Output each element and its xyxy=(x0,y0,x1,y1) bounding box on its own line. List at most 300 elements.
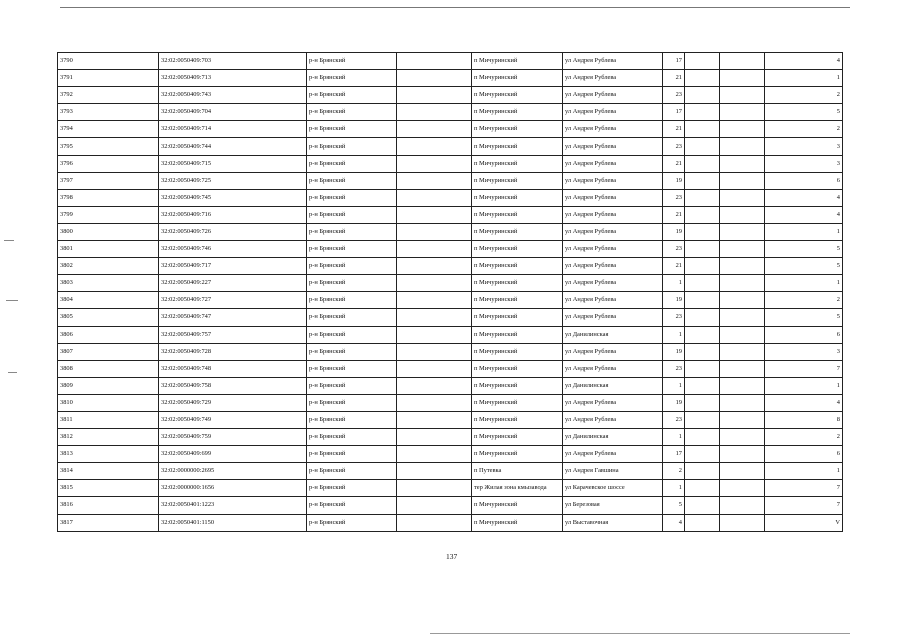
last-value-cell: 1 xyxy=(765,223,843,240)
region-cell: р-н Брянский xyxy=(307,189,397,206)
last-value-cell: 6 xyxy=(765,326,843,343)
empty-cell xyxy=(720,411,765,428)
street-cell: ул Андрея Рублева xyxy=(563,206,663,223)
street-cell: ул Андрея Рублева xyxy=(563,360,663,377)
house-cell: 17 xyxy=(663,104,685,121)
house-cell: 23 xyxy=(663,309,685,326)
region-cell: р-н Брянский xyxy=(307,70,397,87)
empty-cell xyxy=(397,343,472,360)
locality-cell: п Мичуринский xyxy=(472,223,563,240)
last-value-cell: 7 xyxy=(765,480,843,497)
empty-cell xyxy=(720,189,765,206)
cadastral-number-cell: 32:02:0050409:743 xyxy=(159,87,307,104)
empty-cell xyxy=(685,53,720,70)
last-value-cell: 4 xyxy=(765,206,843,223)
empty-cell xyxy=(685,292,720,309)
house-cell: 2 xyxy=(663,463,685,480)
cadastral-number-cell: 32:02:0050409:746 xyxy=(159,241,307,258)
empty-cell xyxy=(720,172,765,189)
row-number-cell: 3795 xyxy=(58,138,159,155)
empty-cell xyxy=(720,292,765,309)
region-cell: р-н Брянский xyxy=(307,292,397,309)
table-row xyxy=(58,258,843,275)
region-cell: р-н Брянский xyxy=(307,411,397,428)
table-row xyxy=(58,138,843,155)
cadastral-number-cell: 32:02:0050409:715 xyxy=(159,155,307,172)
house-cell: 21 xyxy=(663,70,685,87)
region-cell: р-н Брянский xyxy=(307,446,397,463)
locality-cell: п Мичуринский xyxy=(472,53,563,70)
empty-cell xyxy=(397,292,472,309)
table-row xyxy=(58,70,843,87)
empty-cell xyxy=(685,360,720,377)
street-cell: ул Андрея Рублева xyxy=(563,87,663,104)
last-value-cell: 4 xyxy=(765,394,843,411)
empty-cell xyxy=(685,394,720,411)
locality-cell: п Мичуринский xyxy=(472,343,563,360)
table-row xyxy=(58,463,843,480)
house-cell: 1 xyxy=(663,275,685,292)
empty-cell xyxy=(397,70,472,87)
region-cell: р-н Брянский xyxy=(307,497,397,514)
street-cell: ул Андрея Рублева xyxy=(563,172,663,189)
street-cell: ул Карачевское шоссе xyxy=(563,480,663,497)
street-cell: ул Андрея Рублева xyxy=(563,446,663,463)
locality-cell: п Мичуринский xyxy=(472,377,563,394)
house-cell: 21 xyxy=(663,121,685,138)
table-body xyxy=(58,53,843,532)
cadastral-number-cell: 32:02:0050409:714 xyxy=(159,121,307,138)
empty-cell xyxy=(720,121,765,138)
empty-cell xyxy=(397,172,472,189)
empty-cell xyxy=(720,429,765,446)
empty-cell xyxy=(685,377,720,394)
house-cell: 19 xyxy=(663,172,685,189)
empty-cell xyxy=(720,155,765,172)
last-value-cell: 5 xyxy=(765,104,843,121)
last-value-cell: 1 xyxy=(765,70,843,87)
last-value-cell: 2 xyxy=(765,292,843,309)
empty-cell xyxy=(397,87,472,104)
house-cell: 1 xyxy=(663,326,685,343)
cadastral-number-cell: 32:02:0050409:744 xyxy=(159,138,307,155)
empty-cell xyxy=(397,446,472,463)
empty-cell xyxy=(397,514,472,531)
row-number-cell: 3793 xyxy=(58,104,159,121)
street-cell: ул Андрея Рублева xyxy=(563,241,663,258)
street-cell: ул Андрея Гавшина xyxy=(563,463,663,480)
last-value-cell: 7 xyxy=(765,360,843,377)
row-number-cell: 3813 xyxy=(58,446,159,463)
street-cell: ул Андрея Рублева xyxy=(563,104,663,121)
row-number-cell: 3792 xyxy=(58,87,159,104)
table-row xyxy=(58,360,843,377)
house-cell: 1 xyxy=(663,480,685,497)
house-cell: 21 xyxy=(663,258,685,275)
table-row xyxy=(58,309,843,326)
last-value-cell: V xyxy=(765,514,843,531)
empty-cell xyxy=(397,223,472,240)
region-cell: р-н Брянский xyxy=(307,326,397,343)
empty-cell xyxy=(685,223,720,240)
table-row xyxy=(58,189,843,206)
table-row xyxy=(58,172,843,189)
street-cell: ул Андрея Рублева xyxy=(563,70,663,87)
table-row xyxy=(58,343,843,360)
empty-cell xyxy=(720,360,765,377)
table-row xyxy=(58,223,843,240)
street-cell: ул Данилинская xyxy=(563,429,663,446)
table-row xyxy=(58,394,843,411)
empty-cell xyxy=(685,87,720,104)
empty-cell xyxy=(397,275,472,292)
region-cell: р-н Брянский xyxy=(307,463,397,480)
top-rule xyxy=(60,7,850,8)
table-row xyxy=(58,87,843,104)
locality-cell: п Мичуринский xyxy=(472,70,563,87)
row-number-cell: 3803 xyxy=(58,275,159,292)
street-cell: ул Андрея Рублева xyxy=(563,411,663,428)
empty-cell xyxy=(685,206,720,223)
table-row xyxy=(58,53,843,70)
row-number-cell: 3812 xyxy=(58,429,159,446)
cadastral-number-cell: 32:02:0050409:703 xyxy=(159,53,307,70)
region-cell: р-н Брянский xyxy=(307,429,397,446)
house-cell: 21 xyxy=(663,206,685,223)
empty-cell xyxy=(685,411,720,428)
cadastral-number-cell: 32:02:0050409:725 xyxy=(159,172,307,189)
cadastral-number-cell: 32:02:0050409:704 xyxy=(159,104,307,121)
empty-cell xyxy=(685,138,720,155)
row-number-cell: 3794 xyxy=(58,121,159,138)
empty-cell xyxy=(720,206,765,223)
house-cell: 21 xyxy=(663,155,685,172)
table-row xyxy=(58,411,843,428)
table-row xyxy=(58,104,843,121)
row-number-cell: 3790 xyxy=(58,53,159,70)
cadastral-number-cell: 32:02:0050409:729 xyxy=(159,394,307,411)
locality-cell: п Мичуринский xyxy=(472,275,563,292)
empty-cell xyxy=(720,343,765,360)
cadastral-number-cell: 32:02:0050409:749 xyxy=(159,411,307,428)
empty-cell xyxy=(397,155,472,172)
row-number-cell: 3802 xyxy=(58,258,159,275)
house-cell: 19 xyxy=(663,343,685,360)
house-cell: 23 xyxy=(663,360,685,377)
row-number-cell: 3801 xyxy=(58,241,159,258)
last-value-cell: 8 xyxy=(765,411,843,428)
locality-cell: п Мичуринский xyxy=(472,497,563,514)
last-value-cell: 1 xyxy=(765,275,843,292)
street-cell: ул Андрея Рублева xyxy=(563,258,663,275)
locality-cell: п Мичуринский xyxy=(472,394,563,411)
last-value-cell: 2 xyxy=(765,429,843,446)
empty-cell xyxy=(397,480,472,497)
locality-cell: п Мичуринский xyxy=(472,138,563,155)
region-cell: р-н Брянский xyxy=(307,514,397,531)
row-number-cell: 3816 xyxy=(58,497,159,514)
street-cell: ул Андрея Рублева xyxy=(563,223,663,240)
empty-cell xyxy=(397,326,472,343)
region-cell: р-н Брянский xyxy=(307,360,397,377)
cadastral-number-cell: 32:02:0050401:1150 xyxy=(159,514,307,531)
street-cell: ул Андрея Рублева xyxy=(563,292,663,309)
house-cell: 1 xyxy=(663,429,685,446)
locality-cell: п Мичуринский xyxy=(472,446,563,463)
region-cell: р-н Брянский xyxy=(307,223,397,240)
last-value-cell: 4 xyxy=(765,53,843,70)
empty-cell xyxy=(685,121,720,138)
table-row xyxy=(58,155,843,172)
house-cell: 19 xyxy=(663,394,685,411)
empty-cell xyxy=(685,326,720,343)
row-number-cell: 3807 xyxy=(58,343,159,360)
street-cell: ул Андрея Рублева xyxy=(563,53,663,70)
empty-cell xyxy=(685,514,720,531)
region-cell: р-н Брянский xyxy=(307,377,397,394)
cadastral-number-cell: 32:02:0050401:1223 xyxy=(159,497,307,514)
empty-cell xyxy=(720,275,765,292)
street-cell: ул Андрея Рублева xyxy=(563,394,663,411)
last-value-cell: 7 xyxy=(765,497,843,514)
house-cell: 23 xyxy=(663,189,685,206)
last-value-cell: 1 xyxy=(765,377,843,394)
region-cell: р-н Брянский xyxy=(307,138,397,155)
row-number-cell: 3814 xyxy=(58,463,159,480)
table-row xyxy=(58,326,843,343)
last-value-cell: 5 xyxy=(765,241,843,258)
empty-cell xyxy=(685,258,720,275)
table-row xyxy=(58,292,843,309)
locality-cell: п Мичуринский xyxy=(472,241,563,258)
last-value-cell: 3 xyxy=(765,138,843,155)
last-value-cell: 4 xyxy=(765,189,843,206)
row-number-cell: 3798 xyxy=(58,189,159,206)
last-value-cell: 2 xyxy=(765,87,843,104)
house-cell: 19 xyxy=(663,223,685,240)
empty-cell xyxy=(720,104,765,121)
locality-cell: п Мичуринский xyxy=(472,309,563,326)
cadastral-number-cell: 32:02:0050409:699 xyxy=(159,446,307,463)
cadastral-number-cell: 32:02:0050409:716 xyxy=(159,206,307,223)
region-cell: р-н Брянский xyxy=(307,275,397,292)
cadastral-number-cell: 32:02:0000000:1656 xyxy=(159,480,307,497)
row-number-cell: 3797 xyxy=(58,172,159,189)
region-cell: р-н Брянский xyxy=(307,343,397,360)
street-cell: ул Андрея Рублева xyxy=(563,121,663,138)
cadastral-number-cell: 32:02:0050409:727 xyxy=(159,292,307,309)
empty-cell xyxy=(397,463,472,480)
empty-cell xyxy=(685,463,720,480)
locality-cell: тер Жилая зона кмызавода xyxy=(472,480,563,497)
cadastral-number-cell: 32:02:0050409:748 xyxy=(159,360,307,377)
empty-cell xyxy=(685,309,720,326)
cadastral-number-cell: 32:02:0050409:758 xyxy=(159,377,307,394)
cadastral-number-cell: 32:02:0050409:747 xyxy=(159,309,307,326)
region-cell: р-н Брянский xyxy=(307,53,397,70)
row-number-cell: 3809 xyxy=(58,377,159,394)
empty-cell xyxy=(720,377,765,394)
row-number-cell: 3810 xyxy=(58,394,159,411)
region-cell: р-н Брянский xyxy=(307,104,397,121)
cadastral-number-cell: 32:02:0050409:227 xyxy=(159,275,307,292)
last-value-cell: 1 xyxy=(765,463,843,480)
scan-artifact xyxy=(6,300,18,301)
empty-cell xyxy=(720,258,765,275)
empty-cell xyxy=(397,377,472,394)
house-cell: 23 xyxy=(663,138,685,155)
empty-cell xyxy=(685,172,720,189)
table-row xyxy=(58,206,843,223)
row-number-cell: 3800 xyxy=(58,223,159,240)
table-row xyxy=(58,497,843,514)
region-cell: р-н Брянский xyxy=(307,241,397,258)
region-cell: р-н Брянский xyxy=(307,121,397,138)
cadastral-number-cell: 32:02:0050409:759 xyxy=(159,429,307,446)
empty-cell xyxy=(685,343,720,360)
row-number-cell: 3799 xyxy=(58,206,159,223)
empty-cell xyxy=(720,394,765,411)
empty-cell xyxy=(397,189,472,206)
empty-cell xyxy=(397,309,472,326)
empty-cell xyxy=(720,463,765,480)
street-cell: ул Андрея Рублева xyxy=(563,189,663,206)
empty-cell xyxy=(685,275,720,292)
empty-cell xyxy=(685,104,720,121)
last-value-cell: 3 xyxy=(765,343,843,360)
locality-cell: п Мичуринский xyxy=(472,514,563,531)
empty-cell xyxy=(720,53,765,70)
empty-cell xyxy=(720,138,765,155)
table-row xyxy=(58,480,843,497)
bottom-rule xyxy=(430,633,850,634)
empty-cell xyxy=(397,53,472,70)
table-row xyxy=(58,514,843,531)
empty-cell xyxy=(685,189,720,206)
empty-cell xyxy=(685,497,720,514)
empty-cell xyxy=(685,241,720,258)
empty-cell xyxy=(720,309,765,326)
cadastral-number-cell: 32:02:0050409:726 xyxy=(159,223,307,240)
empty-cell xyxy=(397,429,472,446)
empty-cell xyxy=(685,446,720,463)
empty-cell xyxy=(720,480,765,497)
cadastral-number-cell: 32:02:0050409:728 xyxy=(159,343,307,360)
scan-artifact xyxy=(8,372,17,373)
empty-cell xyxy=(397,241,472,258)
empty-cell xyxy=(720,446,765,463)
locality-cell: п Мичуринский xyxy=(472,172,563,189)
empty-cell xyxy=(685,155,720,172)
locality-cell: п Мичуринский xyxy=(472,206,563,223)
street-cell: ул Андрея Рублева xyxy=(563,155,663,172)
table-row xyxy=(58,429,843,446)
house-cell: 23 xyxy=(663,411,685,428)
empty-cell xyxy=(720,326,765,343)
row-number-cell: 3806 xyxy=(58,326,159,343)
region-cell: р-н Брянский xyxy=(307,309,397,326)
scan-artifact xyxy=(4,240,14,241)
street-cell: ул Андрея Рублева xyxy=(563,343,663,360)
row-number-cell: 3815 xyxy=(58,480,159,497)
empty-cell xyxy=(720,497,765,514)
region-cell: р-н Брянский xyxy=(307,258,397,275)
locality-cell: п Мичуринский xyxy=(472,104,563,121)
region-cell: р-н Брянский xyxy=(307,394,397,411)
table-row xyxy=(58,446,843,463)
cadastral-number-cell: 32:02:0050409:745 xyxy=(159,189,307,206)
region-cell: р-н Брянский xyxy=(307,172,397,189)
cadastral-number-cell: 32:02:0050409:717 xyxy=(159,258,307,275)
region-cell: р-н Брянский xyxy=(307,87,397,104)
last-value-cell: 5 xyxy=(765,309,843,326)
house-cell: 1 xyxy=(663,377,685,394)
cadastral-number-cell: 32:02:0000000:2695 xyxy=(159,463,307,480)
last-value-cell: 6 xyxy=(765,446,843,463)
empty-cell xyxy=(397,138,472,155)
locality-cell: п Мичуринский xyxy=(472,326,563,343)
house-cell: 17 xyxy=(663,446,685,463)
locality-cell: п Мичуринский xyxy=(472,155,563,172)
locality-cell: п Мичуринский xyxy=(472,411,563,428)
locality-cell: п Мичуринский xyxy=(472,87,563,104)
house-cell: 23 xyxy=(663,87,685,104)
street-cell: ул Березовая xyxy=(563,497,663,514)
empty-cell xyxy=(720,514,765,531)
house-cell: 23 xyxy=(663,241,685,258)
street-cell: ул Андрея Рублева xyxy=(563,275,663,292)
empty-cell xyxy=(397,411,472,428)
house-cell: 19 xyxy=(663,292,685,309)
street-cell: ул Данилинская xyxy=(563,377,663,394)
empty-cell xyxy=(397,206,472,223)
house-cell: 5 xyxy=(663,497,685,514)
locality-cell: п Мичуринский xyxy=(472,292,563,309)
empty-cell xyxy=(685,70,720,87)
locality-cell: п Мичуринский xyxy=(472,360,563,377)
table-row xyxy=(58,275,843,292)
street-cell: ул Данилинская xyxy=(563,326,663,343)
empty-cell xyxy=(397,121,472,138)
street-cell: ул Выставочная xyxy=(563,514,663,531)
row-number-cell: 3817 xyxy=(58,514,159,531)
row-number-cell: 3791 xyxy=(58,70,159,87)
last-value-cell: 5 xyxy=(765,258,843,275)
row-number-cell: 3804 xyxy=(58,292,159,309)
row-number-cell: 3796 xyxy=(58,155,159,172)
house-cell: 4 xyxy=(663,514,685,531)
street-cell: ул Андрея Рублева xyxy=(563,138,663,155)
locality-cell: п Мичуринский xyxy=(472,258,563,275)
empty-cell xyxy=(397,497,472,514)
street-cell: ул Андрея Рублева xyxy=(563,309,663,326)
page-number: 137 xyxy=(446,552,458,561)
empty-cell xyxy=(685,429,720,446)
region-cell: р-н Брянский xyxy=(307,206,397,223)
table-row xyxy=(58,241,843,258)
last-value-cell: 3 xyxy=(765,155,843,172)
empty-cell xyxy=(720,223,765,240)
last-value-cell: 6 xyxy=(765,172,843,189)
region-cell: р-н Брянский xyxy=(307,480,397,497)
empty-cell xyxy=(720,87,765,104)
empty-cell xyxy=(397,104,472,121)
row-number-cell: 3805 xyxy=(58,309,159,326)
region-cell: р-н Брянский xyxy=(307,155,397,172)
row-number-cell: 3808 xyxy=(58,360,159,377)
register-table xyxy=(57,52,843,532)
last-value-cell: 2 xyxy=(765,121,843,138)
